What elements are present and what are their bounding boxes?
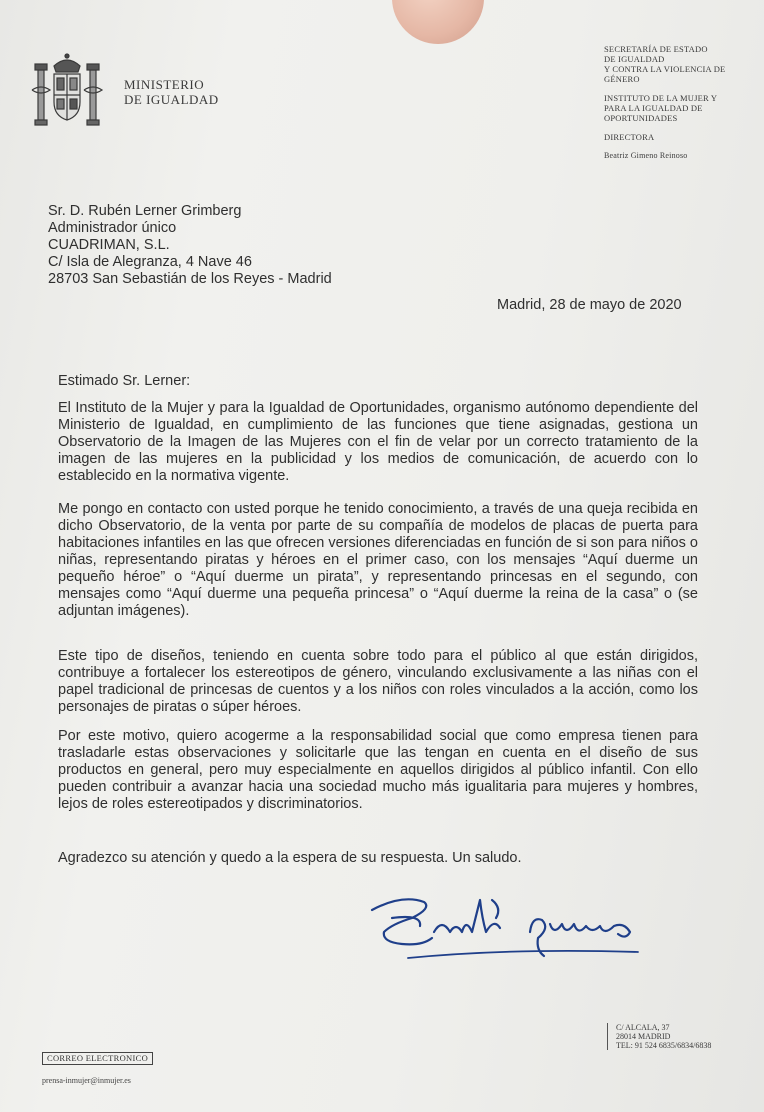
ministry-name <box>124 77 219 107</box>
issuer-block <box>604 44 754 170</box>
email-label: CORREO ELECTRONICO <box>42 1052 153 1065</box>
recipient-line: C/ Isla de Alegranza, 4 Nave 46 <box>48 254 252 270</box>
issuer-line: Y CONTRA LA VIOLENCIA DE <box>604 64 726 74</box>
issuer-line: OPORTUNIDADES <box>604 113 678 123</box>
letter-date: Madrid, 28 de mayo de 2020 <box>497 297 682 313</box>
recipient-line: Administrador único <box>48 220 177 236</box>
body-paragraph-1: El Instituto de la Mujer y para la Igualdad de Oportunidades, organismo autónomo dependiente del Ministerio de Igualdad, en cumplimiento de las funciones que tiene asignadas, gestiona un Observatorio de la Imagen de las Mujeres con el fin de velar por un correcto tratamiento de la imagen de las mujeres en la publicidad y los medios de comunicación, de acuerdo con lo establecido en la normativa vigente. <box>58 400 698 484</box>
coat-of-arms-icon <box>28 50 106 132</box>
issuer-line: PARA LA IGUALDAD DE <box>604 103 703 113</box>
recipient-address <box>48 203 332 288</box>
issuer-director-name: Beatriz Gimeno Reinoso <box>604 151 688 160</box>
address-phone: TEL: 91 524 6835/6834/6838 <box>616 1041 712 1050</box>
issuer-line: INSTITUTO DE LA MUJER Y <box>604 93 718 103</box>
issuer-secretaria <box>604 44 754 84</box>
address-line: 28014 MADRID <box>616 1032 671 1041</box>
recipient-line: Sr. D. Rubén Lerner Grimberg <box>48 203 242 219</box>
footer-address <box>607 1023 711 1050</box>
body-paragraph-3: Este tipo de diseños, teniendo en cuenta sobre todo para el público al que están dirigidos, contribuye a fortalecer los estereotipos de género, vinculando exclusivamente a las niñas con el papel tradicional de princesas de cuentos y a los niños con roles vinculados a la acción, como los personajes de piratas o súper héroes. <box>58 648 698 715</box>
ministry-line-2: DE IGUALDAD <box>124 92 219 107</box>
closing-line: Agradezco su atención y quedo a la espera de su respuesta. Un saludo. <box>58 850 522 866</box>
issuer-line: GÉNERO <box>604 74 640 84</box>
address-line: C/ ALCALA, 37 <box>616 1023 670 1032</box>
body-paragraph-4: Por este motivo, quiero acogerme a la responsabilidad social que como empresa tienen para trasladarle estas observaciones y solicitarle que las tengan en cuenta en el diseño de sus productos en general, pero muy especialmente en aquellos dirigidos al público infantil. Con ello pueden contribuir a avanzar hacia una sociedad mucho más igualitaria para mujeres y hombres, lejos de roles estereotipados y discriminatorios. <box>58 728 698 812</box>
ministry-line-1: MINISTERIO <box>124 77 205 92</box>
issuer-directora: DIRECTORA <box>604 132 655 142</box>
recipient-line: CUADRIMAN, S.L. <box>48 237 170 253</box>
issuer-line: DE IGUALDAD <box>604 54 665 64</box>
issuer-line: SECRETARÍA DE ESTADO <box>604 44 708 54</box>
email-address: prensa-inmujer@inmujer.es <box>42 1076 131 1085</box>
body-paragraph-2: Me pongo en contacto con usted porque he tenido conocimiento, a través de una queja recibida en dicho Observatorio, de la venta por parte de su compañía de modelos de placas de puerta para habitaciones infantiles en las que ofrecen versiones diferenciadas en función de si son para niños o niñas, representando piratas y héroes en el primer caso, con los mensajes “Aquí duerme un pequeño héroe” o “Aquí duerme un pirata”, y representando princesas en el segundo, con mensajes como “Aquí duerme una pequeña princesa” o “Aquí duerme la reina de la casa” o (se adjuntan imágenes). <box>58 501 698 619</box>
recipient-line: 28703 San Sebastián de los Reyes - Madrid <box>48 271 332 287</box>
finger-photo-artifact <box>392 0 484 44</box>
issuer-instituto <box>604 93 754 123</box>
handwritten-signature <box>362 888 652 978</box>
salutation: Estimado Sr. Lerner: <box>58 373 191 389</box>
footer-contact <box>42 1048 153 1085</box>
